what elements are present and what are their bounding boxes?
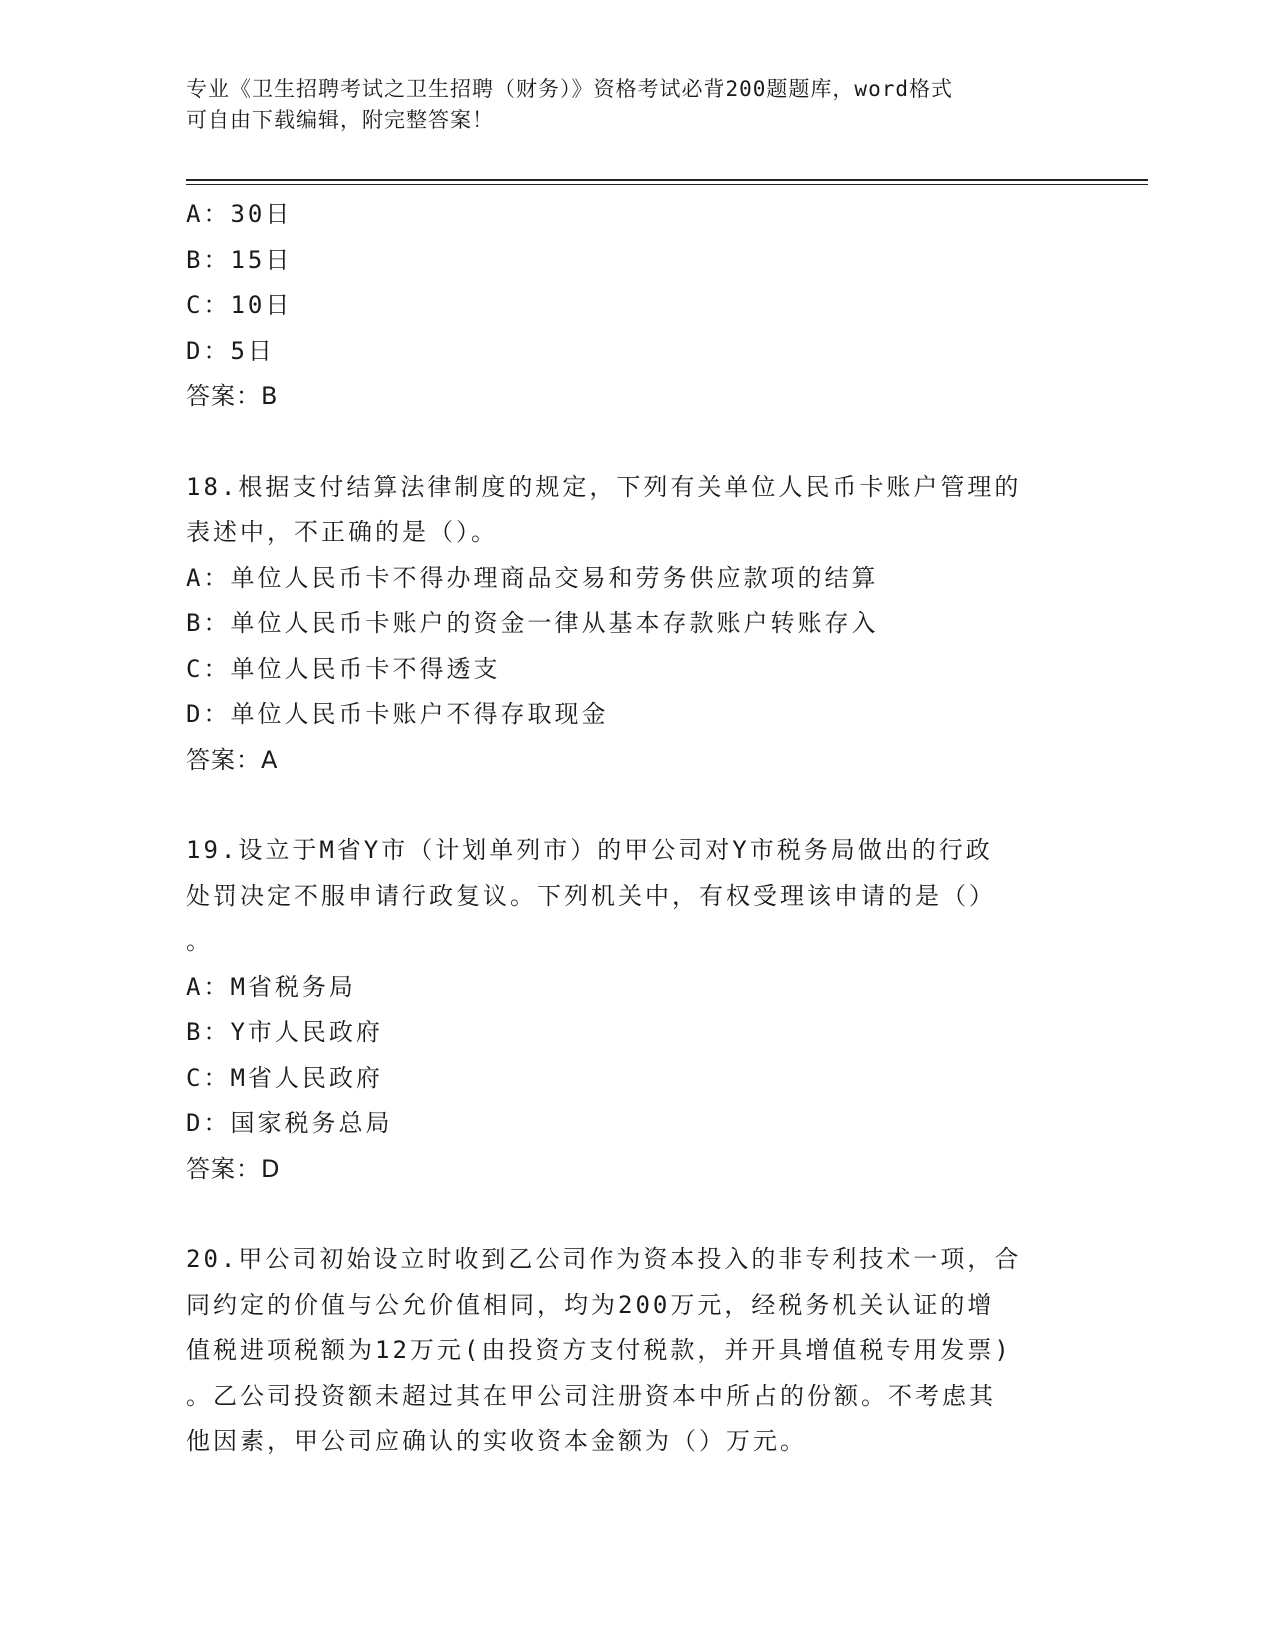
question-stem-line: 同约定的价值与公允价值相同，均为200万元，经税务机关认证的增 bbox=[186, 1290, 995, 1319]
option-a: A：30日 bbox=[186, 200, 293, 228]
answer-line: 答案：B bbox=[186, 382, 279, 410]
question-stem-line: 19.设立于M省Y市（计划单列市）的甲公司对Y市税务局做出的行政 bbox=[186, 836, 993, 864]
question-20-block bbox=[186, 1237, 1086, 1465]
spacer bbox=[186, 1192, 1086, 1237]
question-stem-line: 。乙公司投资额未超过其在甲公司注册资本中所占的份额。不考虑其 bbox=[186, 1381, 996, 1410]
header-line-2: 可自由下载编辑，附完整答案！ bbox=[186, 108, 494, 132]
header-line-1: 专业《卫生招聘考试之卫生招聘（财务）》资格考试必背200题题库，word格式 bbox=[186, 77, 953, 101]
option-a: A：M省税务局 bbox=[186, 972, 356, 1001]
spacer bbox=[186, 783, 1086, 828]
option-d: D：国家税务总局 bbox=[186, 1109, 393, 1137]
question-19-block bbox=[186, 828, 1086, 1192]
question-17-block bbox=[186, 192, 1086, 420]
option-b: B：单位人民币卡账户的资金一律从基本存款账户转账存入 bbox=[186, 609, 879, 637]
question-stem-line: 表述中，不正确的是（）。 bbox=[186, 518, 498, 546]
header-rule-thin bbox=[186, 184, 1148, 185]
spacer bbox=[186, 420, 1086, 465]
option-a: A：单位人民币卡不得办理商品交易和劳务供应款项的结算 bbox=[186, 563, 879, 592]
question-stem-line: 20.甲公司初始设立时收到乙公司作为资本投入的非专利技术一项，合 bbox=[186, 1245, 1022, 1273]
question-stem-line: 处罚决定不服申请行政复议。下列机关中，有权受理该申请的是（） bbox=[186, 881, 996, 910]
option-c: C：10日 bbox=[186, 291, 293, 319]
option-d: D：单位人民币卡账户不得存取现金 bbox=[186, 700, 609, 728]
question-stem-line: 18.根据支付结算法律制度的规定，下列有关单位人民币卡账户管理的 bbox=[186, 472, 1022, 501]
document-header bbox=[186, 74, 1086, 136]
option-d: D：5日 bbox=[186, 336, 275, 365]
header-rule-thick bbox=[186, 179, 1148, 181]
option-c: C：单位人民币卡不得透支 bbox=[186, 654, 501, 683]
answer-line: 答案：A bbox=[186, 745, 279, 774]
question-stem-line: 值税进项税额为12万元(由投资方支付税款，并开具增值税专用发票) bbox=[186, 1336, 1012, 1364]
answer-line: 答案：D bbox=[186, 1154, 281, 1183]
question-content bbox=[186, 192, 1086, 1465]
option-b: B：Y市人民政府 bbox=[186, 1018, 383, 1046]
question-18-block bbox=[186, 465, 1086, 784]
question-stem-line: 。 bbox=[186, 927, 213, 955]
question-stem-line: 他因素，甲公司应确认的实收资本金额为（）万元。 bbox=[186, 1427, 807, 1455]
option-c: C：M省人民政府 bbox=[186, 1063, 383, 1092]
option-b: B：15日 bbox=[186, 245, 293, 274]
